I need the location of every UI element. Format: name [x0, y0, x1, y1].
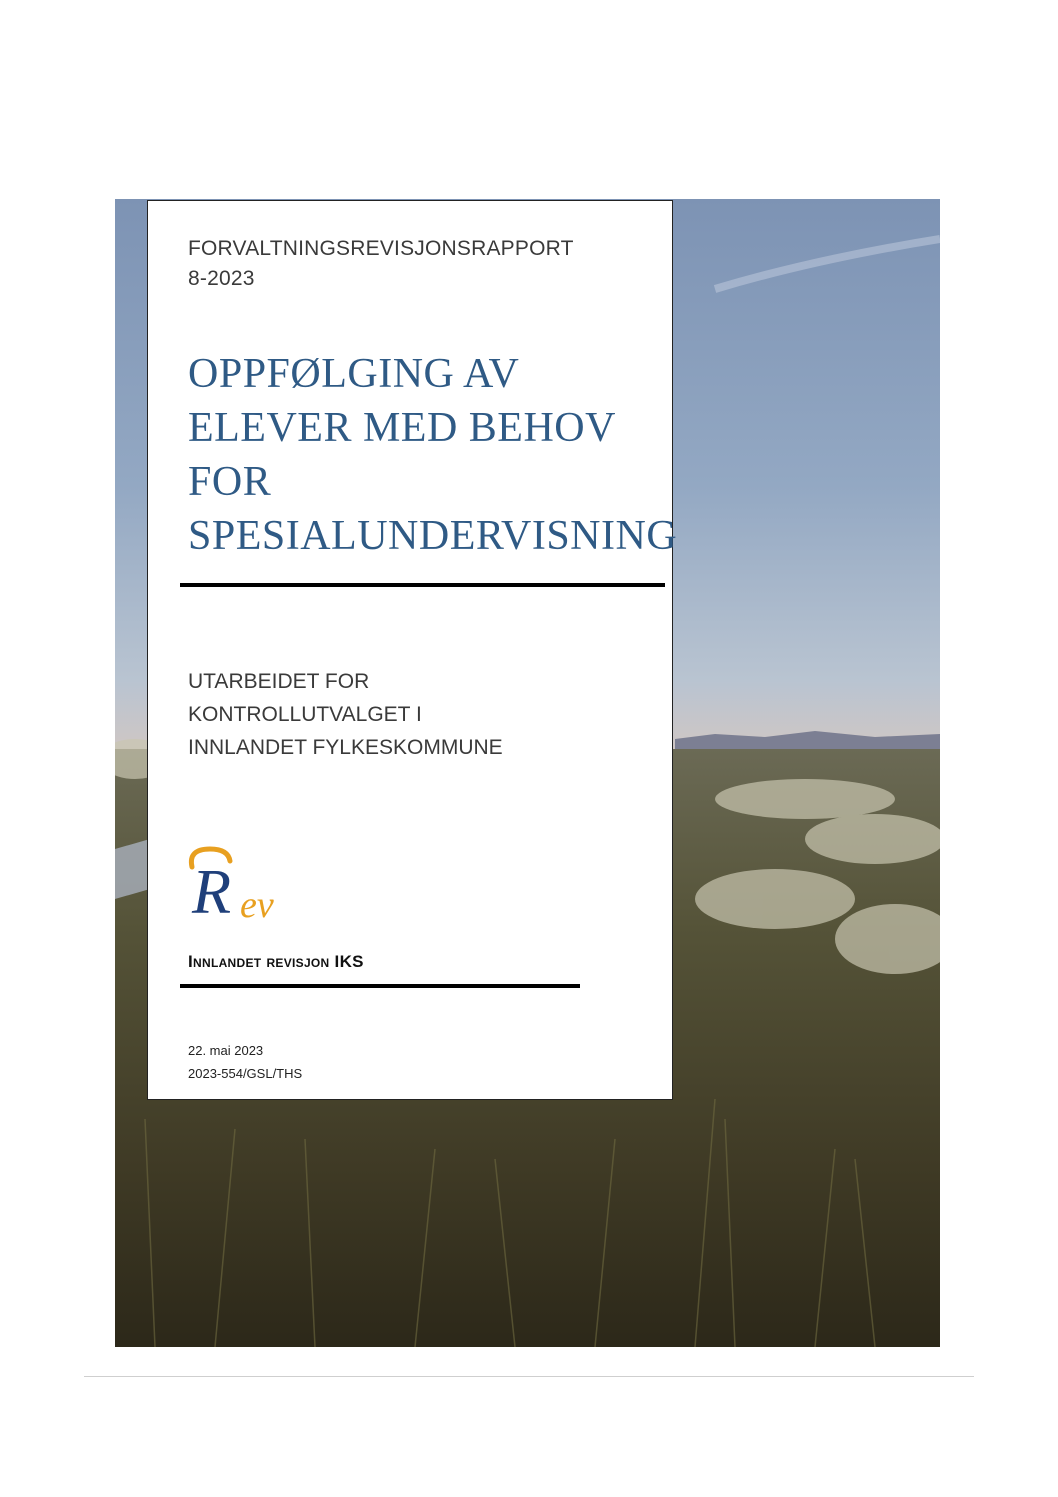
cover-card	[147, 200, 678, 1100]
report-title	[188, 347, 678, 563]
title-line: OPPFØLGING AV	[188, 351, 520, 397]
organization-name: Innlandet revisjon IKS	[188, 952, 364, 971]
title-line: SPESIALUNDERVISNING	[188, 513, 678, 559]
report-number: 8-2023	[188, 267, 255, 290]
prepared-line: INNLANDET FYLKESKOMMUNE	[188, 736, 503, 759]
svg-text:ev: ev	[240, 884, 274, 926]
title-line: ELEVER MED BEHOV	[188, 405, 616, 451]
report-date: 22. mai 2023	[188, 1043, 264, 1058]
report-type-label: FORVALTNINGSREVISJONSRAPPORT	[188, 237, 574, 260]
report-meta	[188, 1039, 302, 1085]
organization-divider	[180, 984, 580, 988]
prepared-for	[188, 665, 503, 764]
page-divider	[84, 1376, 974, 1377]
report-type	[188, 234, 574, 294]
title-divider	[180, 583, 665, 587]
rev-logo	[178, 841, 298, 931]
svg-text:R: R	[192, 856, 232, 927]
title-line: FOR	[188, 459, 272, 505]
prepared-line: KONTROLLUTVALGET I	[188, 703, 422, 726]
report-reference: 2023-554/GSL/THS	[188, 1066, 303, 1081]
prepared-line: UTARBEIDET FOR	[188, 670, 370, 693]
